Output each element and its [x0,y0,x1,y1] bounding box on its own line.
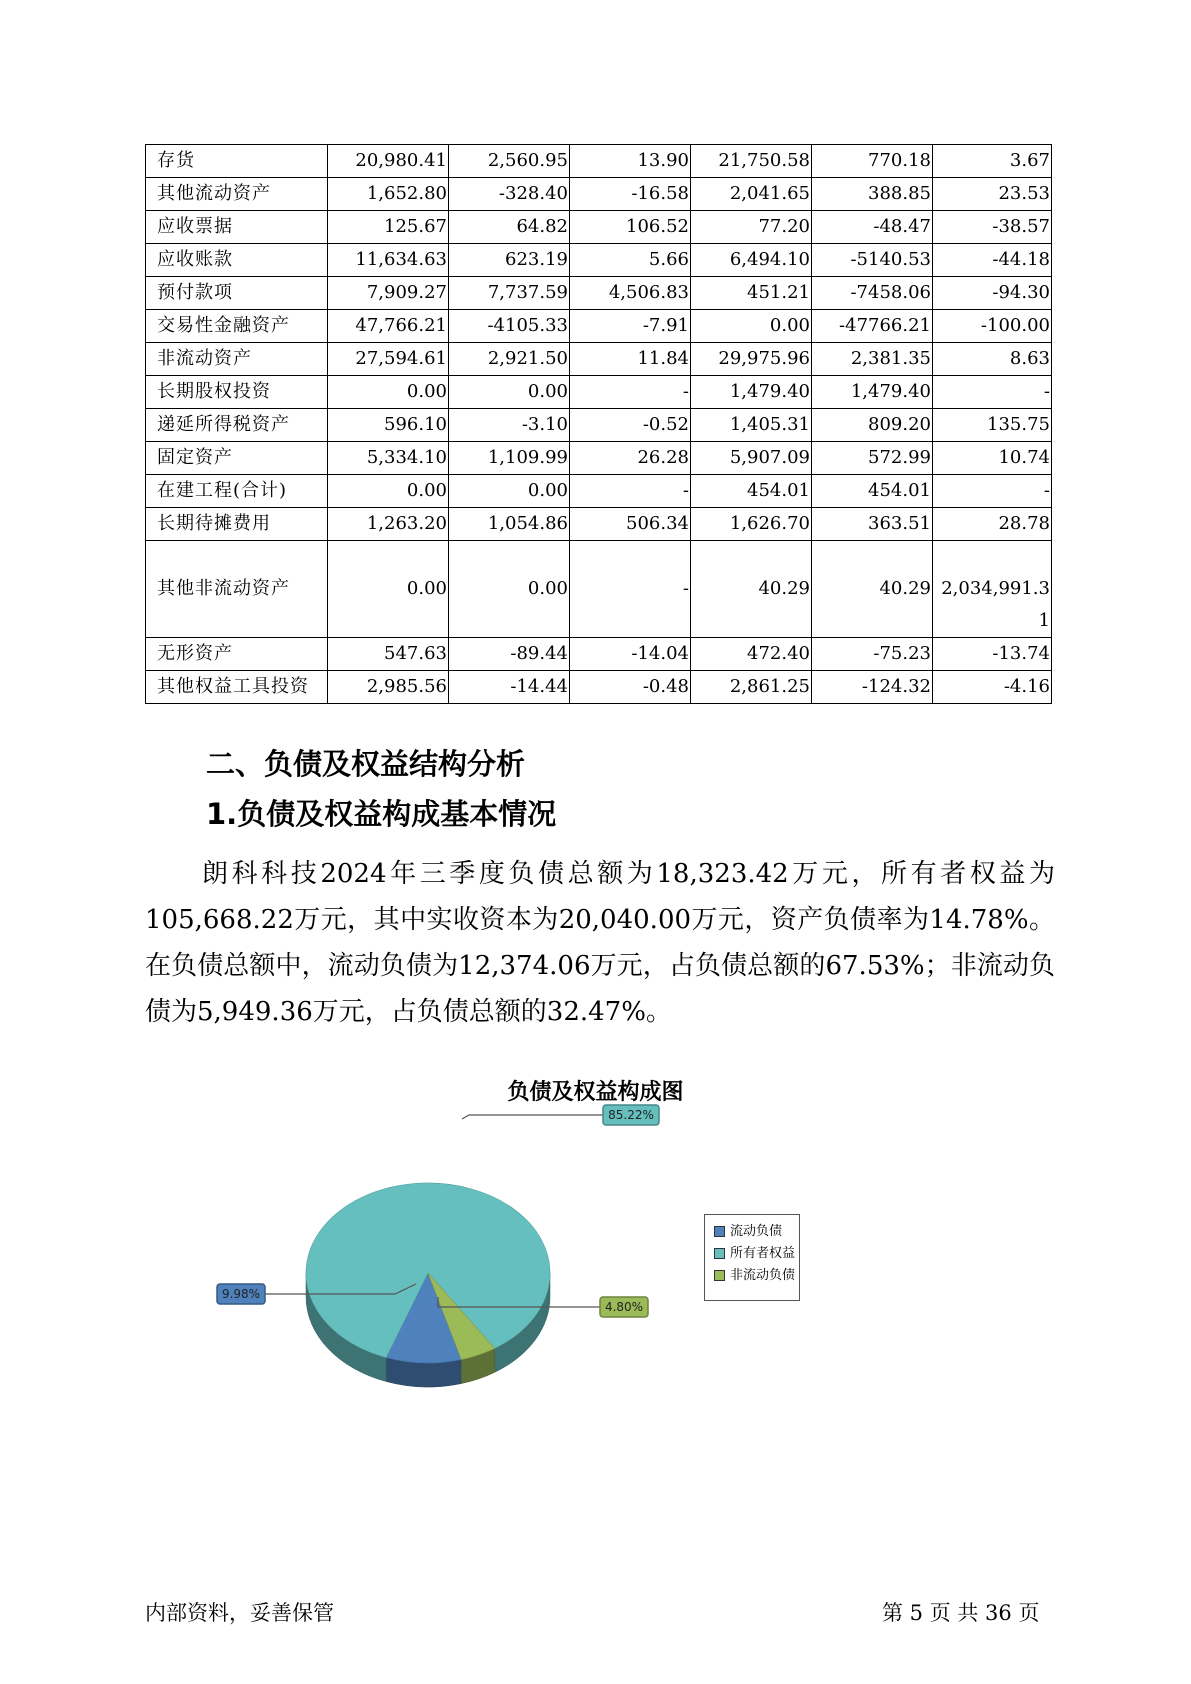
table-row [146,211,1052,244]
value-cell: -47766.21 [812,310,933,343]
legend-swatch [714,1270,725,1281]
table-row [146,277,1052,310]
legend-item-owners-equity [714,1245,795,1263]
legend-item-noncurrent-liabilities [714,1267,795,1285]
value-cell: 2,381.35 [812,343,933,376]
value-cell: 77.20 [691,211,812,244]
row-label-cell: 在建工程(合计) [146,475,328,508]
value-cell: 21,750.58 [691,145,812,178]
table-row [146,638,1052,671]
value-cell: 0.00 [328,475,449,508]
value-cell: -3.10 [449,409,570,442]
value-cell: 2,985.56 [328,671,449,704]
value-cell: -7458.06 [812,277,933,310]
value-cell: 454.01 [691,475,812,508]
table-row [146,244,1052,277]
value-cell: -14.04 [570,638,691,671]
row-label-cell: 非流动资产 [146,343,328,376]
value-cell: 6,494.10 [691,244,812,277]
value-cell: -5140.53 [812,244,933,277]
value-cell: -48.47 [812,211,933,244]
value-cell: 0.00 [449,376,570,409]
value-cell: -16.58 [570,178,691,211]
leader-line [462,1115,603,1119]
value-cell: - [933,376,1052,409]
row-label-cell: 长期股权投资 [146,376,328,409]
value-cell: -0.48 [570,671,691,704]
table-row [146,145,1052,178]
legend-label: 所有者权益 [730,1246,796,1261]
value-cell: 11.84 [570,343,691,376]
section-subheading: 1.负债及权益构成基本情况 [206,797,557,831]
value-cell: -13.74 [933,638,1052,671]
value-cell: 2,034,991.31 [933,541,1052,638]
value-cell: 0.00 [691,310,812,343]
table-row [146,178,1052,211]
row-label-cell: 交易性金融资产 [146,310,328,343]
row-label-cell: 存货 [146,145,328,178]
value-cell: 5,907.09 [691,442,812,475]
value-cell: -0.52 [570,409,691,442]
data-label: 4.80% [604,1300,644,1314]
row-label-cell: 预付款项 [146,277,328,310]
value-cell: 7,737.59 [449,277,570,310]
table-row [146,409,1052,442]
value-cell: 26.28 [570,442,691,475]
value-cell: 4,506.83 [570,277,691,310]
value-cell: 1,054.86 [449,508,570,541]
value-cell: 506.34 [570,508,691,541]
value-cell: - [933,475,1052,508]
value-cell: 0.00 [449,541,570,638]
value-cell: - [570,475,691,508]
value-cell: 47,766.21 [328,310,449,343]
value-cell: 1,479.40 [691,376,812,409]
value-cell: 0.00 [449,475,570,508]
chart-title: 负债及权益构成图 [507,1080,684,1105]
section-heading: 二、负债及权益结构分析 [206,747,526,781]
value-cell: 809.20 [812,409,933,442]
legend-swatch [714,1226,725,1237]
value-cell: 1,405.31 [691,409,812,442]
table-row [146,442,1052,475]
row-label-cell: 长期待摊费用 [146,508,328,541]
value-cell: -7.91 [570,310,691,343]
value-cell: 40.29 [812,541,933,638]
value-cell: -94.30 [933,277,1052,310]
value-cell: 23.53 [933,178,1052,211]
value-cell: 2,861.25 [691,671,812,704]
value-cell: 770.18 [812,145,933,178]
value-cell: 451.21 [691,277,812,310]
table-row [146,310,1052,343]
value-cell: 13.90 [570,145,691,178]
value-cell: 5.66 [570,244,691,277]
value-cell: 623.19 [449,244,570,277]
row-label-cell: 应收票据 [146,211,328,244]
value-cell: 20,980.41 [328,145,449,178]
value-cell: 0.00 [328,541,449,638]
value-cell: 1,626.70 [691,508,812,541]
value-cell: -75.23 [812,638,933,671]
value-cell: -4.16 [933,671,1052,704]
value-cell: 5,334.10 [328,442,449,475]
value-cell: 2,560.95 [449,145,570,178]
legend-item-current-liabilities [714,1223,782,1241]
value-cell: 0.00 [328,376,449,409]
value-cell: 8.63 [933,343,1052,376]
table-row [146,376,1052,409]
analysis-paragraph: 朗科科技2024年三季度负债总额为18,323.42万元，所有者权益为105,668.22万元，其中实收资本为20,040.00万元，资产负债率为14.78%。在负债总额中，流动负债为12,374.06万元，占负债总额的67.53%；非流动负债为5,949.36万元，占负债总额的32.47%。 [145,859,1055,1027]
asset-change-table [145,144,1052,704]
row-label-cell: 固定资产 [146,442,328,475]
value-cell: 125.67 [328,211,449,244]
value-cell: -14.44 [449,671,570,704]
value-cell: -124.32 [812,671,933,704]
value-cell: 135.75 [933,409,1052,442]
value-cell: 1,263.20 [328,508,449,541]
footer-confidential-note: 内部资料，妥善保管 [145,1601,334,1625]
row-label-cell: 其他非流动资产 [146,541,328,638]
row-label-cell: 其他权益工具投资 [146,671,328,704]
footer-page-number: 第 5 页 共 36 页 [882,1601,1040,1625]
value-cell: 28.78 [933,508,1052,541]
value-cell: -328.40 [449,178,570,211]
value-cell: 2,921.50 [449,343,570,376]
value-cell: 2,041.65 [691,178,812,211]
value-cell: 1,479.40 [812,376,933,409]
value-cell: 11,634.63 [328,244,449,277]
row-label-cell: 递延所得税资产 [146,409,328,442]
legend-label: 非流动负债 [730,1268,796,1283]
value-cell: 106.52 [570,211,691,244]
table-body [146,145,1052,704]
pie-chart [0,1100,1191,1400]
value-cell: -89.44 [449,638,570,671]
legend-label: 流动负债 [730,1224,783,1239]
value-cell: - [570,376,691,409]
table-row [146,508,1052,541]
table-row [146,475,1052,508]
chart-legend [704,1214,800,1301]
value-cell: -4105.33 [449,310,570,343]
row-label-cell: 应收账款 [146,244,328,277]
value-cell: 3.67 [933,145,1052,178]
value-cell: 547.63 [328,638,449,671]
value-cell: 10.74 [933,442,1052,475]
value-cell: -38.57 [933,211,1052,244]
value-cell: 472.40 [691,638,812,671]
value-cell: 1,109.99 [449,442,570,475]
value-cell: 454.01 [812,475,933,508]
value-cell: 29,975.96 [691,343,812,376]
value-cell: - [570,541,691,638]
legend-swatch [714,1248,725,1259]
table-row [146,541,1052,638]
row-label-cell: 其他流动资产 [146,178,328,211]
data-label: 9.98% [221,1287,261,1301]
value-cell: -44.18 [933,244,1052,277]
value-cell: 596.10 [328,409,449,442]
value-cell: 27,594.61 [328,343,449,376]
value-cell: 363.51 [812,508,933,541]
value-cell: 388.85 [812,178,933,211]
row-label-cell: 无形资产 [146,638,328,671]
value-cell: 572.99 [812,442,933,475]
value-cell: 1,652.80 [328,178,449,211]
value-cell: 64.82 [449,211,570,244]
value-cell: -100.00 [933,310,1052,343]
table-row [146,343,1052,376]
data-label: 85.22% [608,1108,654,1122]
value-cell: 40.29 [691,541,812,638]
value-cell: 7,909.27 [328,277,449,310]
table-row [146,671,1052,704]
